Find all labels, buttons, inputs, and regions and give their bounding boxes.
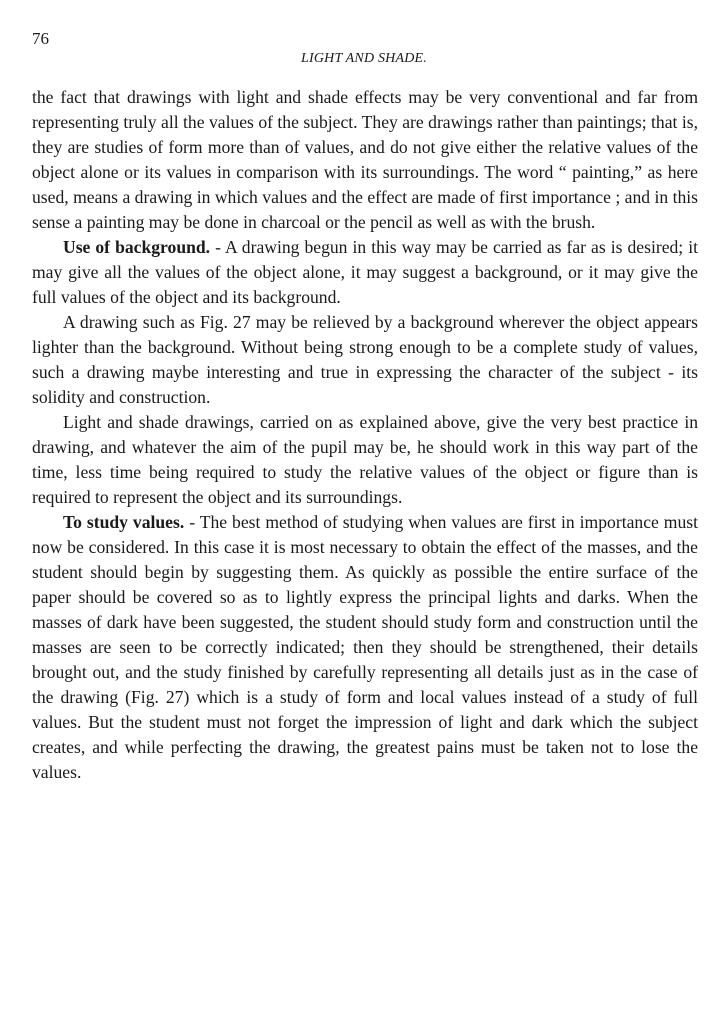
- paragraph-fig-27: [32, 310, 698, 410]
- section-heading-use-of-background: Use of background.: [63, 237, 211, 257]
- paragraph-use-of-background: [32, 235, 698, 310]
- paragraph-to-study-values: [32, 510, 698, 785]
- running-head: [0, 51, 728, 67]
- paragraph-continuation: [32, 85, 698, 235]
- paragraph-text: Light and shade drawings, carried on as explained above, give the very best practice in drawing, and whatever the aim of the pupil may be, he should work in this way part of the time, less time being required to study the relative values of the object or figure than is required to represent the object and its surroundings.: [32, 412, 698, 507]
- paragraph-text: the fact that drawings with light and shade effects may be very conventional and far from representing truly all the values of the subject. They are drawings rather than paintings; that is, they are studies of form more than of values, and do not give either the relative values of the object alone or its values in comparison with its surroundings. The word “ painting,” as here used, means a drawing in which values and the effect are made of first importance ; and in this sense a painting may be done in charcoal or the pencil as well as with the brush.: [32, 87, 698, 232]
- page-number: 76: [32, 29, 49, 48]
- running-head-title: LIGHT AND SHADE.: [301, 51, 427, 66]
- paragraph-text: - The best method of studying when values are first in importance must now be considered. In this case it is most necessary to obtain the effect of the masses, and the student should begin by suggesting them. As quickly as possible the entire surface of the paper should be covered so as to lightly express the principal lights and darks. When the masses of dark have been suggested, the student should study form and construction until the masses are seen to be correctly indicated; then they should be strengthened, their details brought out, and the study finished by carefully representing all details just as in the case of the drawing (Fig. 27) which is a study of form and local values instead of a study of full values. But the student must not forget the impression of light and dark which the subject creates, and while perfecting the drawing, the greatest pains must be taken not to lose the values.: [32, 512, 698, 782]
- body-text: [32, 85, 698, 785]
- section-heading-to-study-values: To study values.: [63, 512, 185, 532]
- paragraph-light-and-shade-practice: [32, 410, 698, 510]
- paragraph-text: - A drawing begun in this way may be carried as far as is desired; it may give all the values of the object alone, it may suggest a background, or it may give the full values of the object and its background.: [32, 237, 698, 307]
- paragraph-text: A drawing such as Fig. 27 may be relieved by a background wherever the object appears lighter than the background. Without being strong enough to be a complete study of values, such a drawing maybe interesting and true in expressing the character of the subject - its solidity and construction.: [32, 312, 698, 407]
